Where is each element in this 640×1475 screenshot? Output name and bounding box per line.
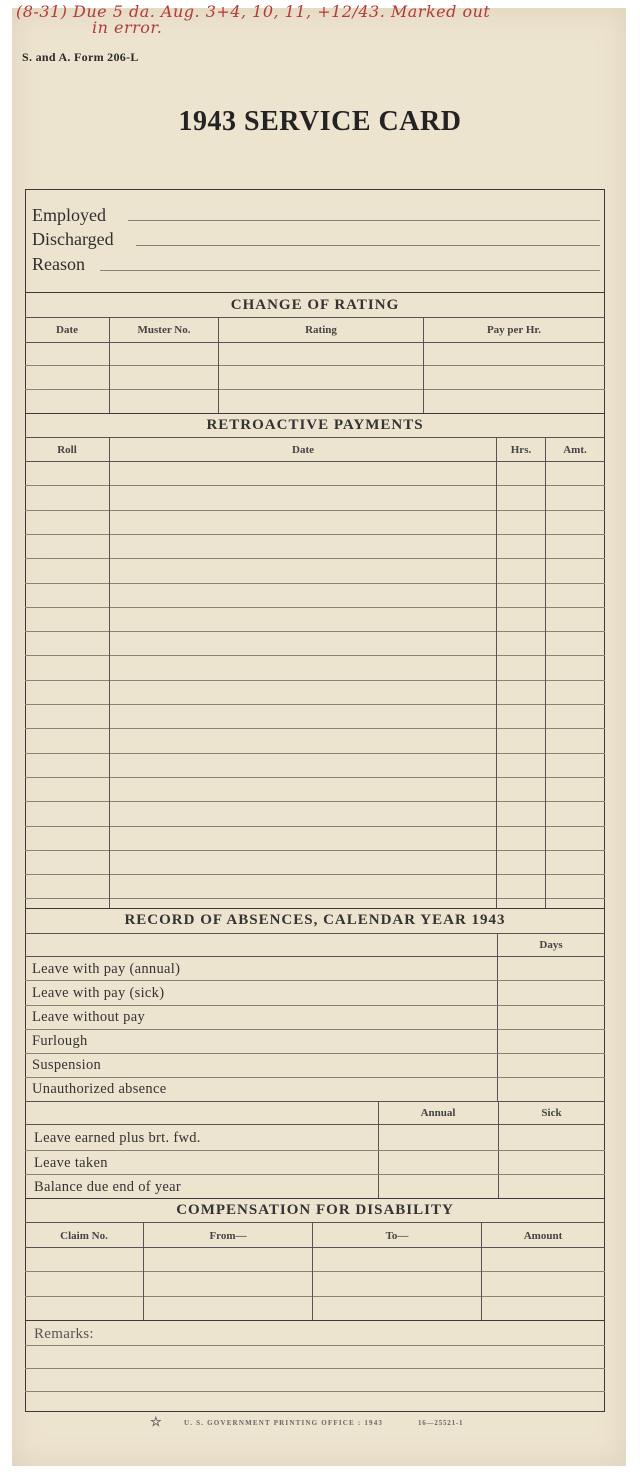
comp-col-claim: Claim No. [60, 1230, 108, 1242]
divider [25, 461, 605, 462]
retro-row-line [25, 534, 605, 535]
retro-row-line [25, 607, 605, 608]
compensation-heading: COMPENSATION FOR DISABILITY [176, 1202, 454, 1218]
divider [25, 292, 605, 293]
column-line [218, 317, 219, 413]
reason-label: Reason [32, 254, 85, 274]
absences-days-label: Days [539, 939, 563, 951]
discharged-line [136, 245, 600, 246]
absences-heading: RECORD OF ABSENCES, CALENDAR YEAR 1943 [124, 912, 506, 928]
column-line [545, 437, 546, 908]
divider [25, 413, 605, 414]
divider [25, 956, 605, 957]
column-line [423, 317, 424, 413]
column-line [109, 317, 110, 413]
retroactive-payments-heading: RETROACTIVE PAYMENTS [206, 417, 424, 433]
handwritten-note [16, 4, 616, 36]
remarks-line [25, 1391, 605, 1392]
comp-col-to: To— [385, 1230, 409, 1242]
rating-col-date: Date [56, 324, 78, 336]
column-line [497, 933, 498, 1101]
divider [25, 933, 605, 934]
remarks-line [25, 1368, 605, 1369]
column-line [496, 437, 497, 908]
retro-row-line [25, 510, 605, 511]
divider [25, 1198, 605, 1199]
employed-line [128, 220, 600, 221]
retro-row-line [25, 801, 605, 802]
row-line [25, 1005, 605, 1006]
card-title: 1943 SERVICE CARD [178, 106, 462, 137]
row-line [25, 1077, 605, 1078]
absence-row-furlough: Furlough [32, 1033, 88, 1049]
remarks-line [25, 1345, 605, 1346]
row-line [25, 1296, 605, 1297]
handwritten-note-line2: in error. [92, 18, 163, 37]
divider [25, 1101, 605, 1102]
rating-col-rating: Rating [305, 324, 337, 336]
column-line [481, 1222, 482, 1320]
comp-col-amount: Amount [523, 1230, 563, 1242]
absence-row-without-pay: Leave without pay [32, 1009, 146, 1025]
annual-label: Annual [420, 1107, 456, 1119]
absence-row-unauthorized: Unauthorized absence [32, 1081, 167, 1097]
divider [25, 342, 605, 343]
employed-label: Employed [32, 205, 106, 225]
column-line [109, 437, 110, 908]
handwritten-note-line1: (8-31) Due 5 da. Aug. 3+4, 10, 11, +12/43. Marked out [16, 2, 491, 21]
absence-row-suspension: Suspension [32, 1057, 102, 1073]
divider [25, 908, 605, 909]
discharged-label: Discharged [32, 229, 114, 249]
change-of-rating-heading: CHANGE OF RATING [230, 297, 400, 313]
row-line [25, 1174, 605, 1175]
rating-col-pay: Pay per Hr. [486, 324, 542, 336]
retro-col-date: Date [292, 444, 314, 456]
printer-credit: U. S. GOVERNMENT PRINTING OFFICE : 1943 [184, 1419, 384, 1427]
form-number: S. and A. Form 206-L [22, 50, 139, 64]
star-icon: ☆ [150, 1414, 162, 1429]
row-line [25, 1029, 605, 1030]
balance-due-row: Balance due end of year [34, 1179, 181, 1195]
retro-row-line [25, 583, 605, 584]
column-line [312, 1222, 313, 1320]
divider [25, 1247, 605, 1248]
retro-row-line [25, 728, 605, 729]
leave-taken-row: Leave taken [34, 1155, 108, 1171]
row-line [25, 365, 605, 366]
column-line [143, 1222, 144, 1320]
leave-earned-row: Leave earned plus brt. fwd. [34, 1130, 201, 1146]
absence-row-sick: Leave with pay (sick) [32, 985, 165, 1001]
retro-row-line [25, 826, 605, 827]
divider [25, 1320, 605, 1321]
form-code: 16—25521-1 [418, 1419, 464, 1427]
retro-col-roll: Roll [57, 444, 77, 456]
retro-row-line [25, 704, 605, 705]
retro-row-line [25, 680, 605, 681]
remarks-label: Remarks: [34, 1326, 94, 1342]
retro-col-amt: Amt. [563, 444, 587, 456]
retro-row-line [25, 777, 605, 778]
row-line [25, 1150, 605, 1151]
rating-col-muster: Muster No. [137, 324, 191, 336]
retro-row-line [25, 655, 605, 656]
retro-row-line [25, 485, 605, 486]
absence-row-annual: Leave with pay (annual) [32, 961, 181, 977]
divider [25, 1222, 605, 1223]
divider [25, 317, 605, 318]
row-line [25, 980, 605, 981]
retro-row-line [25, 558, 605, 559]
retro-row-line [25, 874, 605, 875]
reason-line [100, 270, 600, 271]
row-line [25, 1271, 605, 1272]
retro-row-line [25, 631, 605, 632]
retro-col-hrs: Hrs. [510, 444, 532, 456]
retro-row-line [25, 850, 605, 851]
divider [25, 437, 605, 438]
divider [25, 1124, 605, 1125]
retro-row-line [25, 898, 605, 899]
comp-col-from: From— [209, 1230, 247, 1242]
retro-row-line [25, 753, 605, 754]
row-line [25, 389, 605, 390]
sick-label: Sick [541, 1107, 562, 1119]
row-line [25, 1053, 605, 1054]
